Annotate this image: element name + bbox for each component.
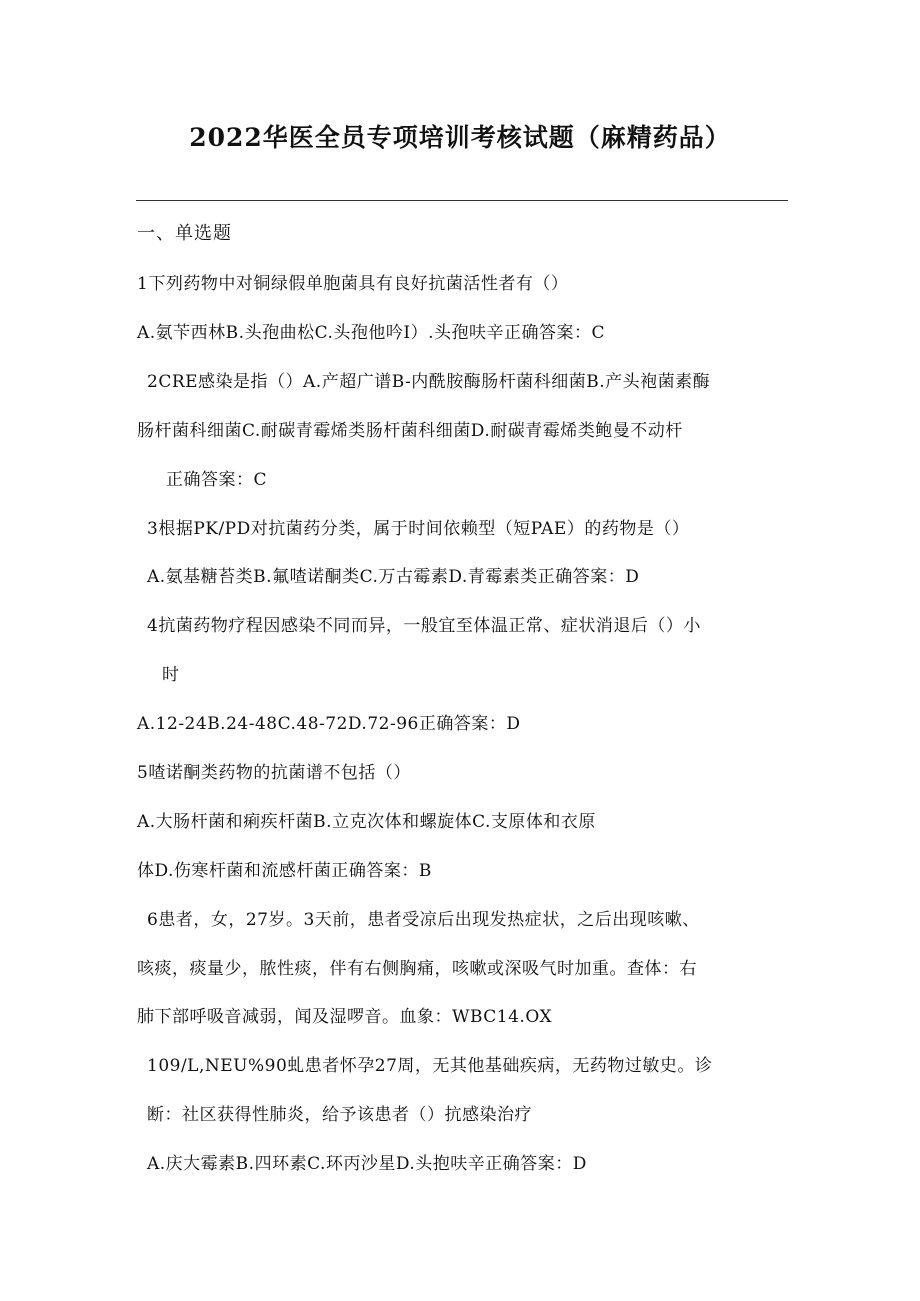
q3-options: A.氨基糖苔类B.氟喳诺酮类C.万古霉素D.青霉素类正确答案：D — [147, 567, 640, 587]
q3-stem: 3根据PK/PD对抗菌药分类，属于时间依赖型（短PAE）的药物是（） — [147, 519, 690, 539]
q4-stem-line1: 4抗菌药物疗程因感染不同而异，一般宜至体温正常、症状消退后（）小 — [147, 616, 701, 636]
page-title: 2022华医全员专项培训考核试题（麻精药品） — [189, 123, 731, 152]
q5-options-line2: 体D.伤寒杆菌和流感杆菌正确答案：B — [137, 861, 432, 881]
q4-stem-line2: 时 — [162, 665, 180, 685]
q6-stem-line1: 6患者，女，27岁。3天前，患者受凉后出现发热症状，之后出现咳嗽、 — [147, 910, 700, 930]
q2-stem-line1: 2CRE感染是指（）A.产超广谱B-内酰胺酶肠杆菌科细菌B.产头袍菌素酶 — [147, 372, 711, 392]
title-divider — [136, 200, 788, 201]
q6-stem-line4: 109/L,NEU%90虬患者怀孕27周，无其他基础疾病，无药物过敏史。诊 — [147, 1056, 713, 1076]
q6-stem-line3: 肺下部呼吸音减弱，闻及湿啰音。血象：WBC14.OX — [137, 1007, 553, 1027]
q6-stem-line5: 断：社区获得性肺炎，给予该患者（）抗感染治疗 — [147, 1105, 532, 1125]
section-heading: 一、单选题 — [137, 223, 232, 244]
q6-stem-line2: 咳痰，痰量少，脓性痰，伴有右侧胸痛，咳嗽或深吸气时加重。查体：右 — [137, 959, 697, 979]
q6-options: A.庆大霉素B.四环素C.环丙沙星D.头抱呋辛正确答案：D — [147, 1154, 587, 1174]
q1-options: A.氨苄西林B.头孢曲松C.头孢他吟I）.头孢呋辛正确答案：C — [137, 323, 606, 343]
q5-stem: 5喳诺酮类药物的抗菌谱不包括（） — [137, 763, 411, 783]
q5-options-line1: A.大肠杆菌和痢疾杆菌B.立克次体和螺旋体C.支原体和衣原 — [137, 812, 596, 832]
q4-options: A.12-24B.24-48C.48-72D.72-96正确答案：D — [137, 714, 521, 734]
q1-stem: 1下列药物中对铜绿假单胞菌具有良好抗菌活性者有（） — [137, 274, 569, 294]
q2-answer: 正确答案：C — [166, 470, 268, 490]
q2-stem-line2: 肠杆菌科细菌C.耐碳青霉烯类肠杆菌科细菌D.耐碳青霉烯类鲍曼不动杆 — [137, 421, 683, 441]
